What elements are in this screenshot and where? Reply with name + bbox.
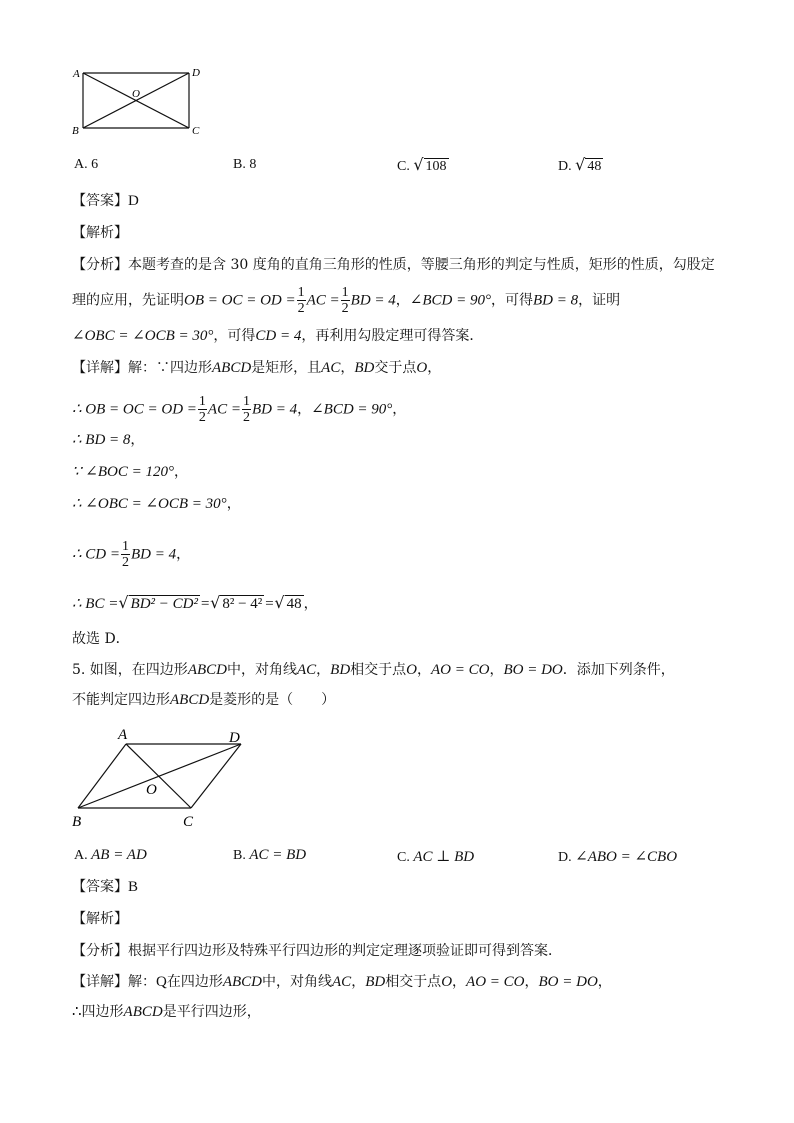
detail-l7-eq2: = (264, 596, 275, 612)
detail-l1m: BO = DO (538, 974, 598, 990)
detail-l1c: ABCD (222, 974, 263, 990)
q5-stem-line1 (72, 660, 675, 680)
q5-option-c (397, 847, 474, 866)
vertex-label-b: B (72, 125, 79, 137)
vertex-label-d: D (192, 67, 200, 79)
detail-l1a: 解： (128, 974, 156, 990)
fraction-num: 1 (198, 394, 206, 409)
q4-detail-line6 (72, 539, 190, 570)
detail-l1d: AC (321, 360, 341, 376)
q4-option-c-radicand: 108 (425, 159, 447, 174)
q5-answer (72, 877, 138, 897)
detail-l2b: 四边形 (81, 1004, 124, 1020)
fraction-num: 1 (297, 285, 305, 300)
fraction-half (242, 394, 251, 425)
detail-l1g: 交于点 (374, 360, 417, 376)
fenxi-eq5: BD = 8 (533, 292, 579, 309)
detail-l2c: ABCD (123, 1004, 163, 1020)
fenxi-eq1: OB = OC = OD = (184, 292, 296, 309)
q5-stem2b: ABCD (170, 692, 210, 708)
detail-l2: ∴ OB = OC = OD = (72, 401, 197, 418)
q5-stem1j: AO = CO (431, 662, 490, 678)
q5-option-d (558, 847, 677, 866)
q4-analysis-label: 【解析】 (72, 225, 128, 241)
fenxi-text3b: ，再利用勾股定理可得答案． (301, 328, 484, 344)
detail-l1f: BD (354, 360, 375, 376)
center-label-o: O (132, 88, 140, 100)
fraction-num: 1 (122, 539, 130, 554)
q5-detail-line1 (72, 972, 612, 992)
detail-l3b: ， (130, 432, 145, 448)
detail-l1e: ， (340, 360, 355, 376)
answer-label: 【答案】 (72, 193, 128, 209)
q4-detail-line4 (72, 462, 188, 482)
detail-l2e: ∠BCD = 90° (311, 401, 393, 418)
detail-l2d: 是平行四边形， (162, 1004, 261, 1020)
q5-stem1d: AC (296, 662, 317, 678)
q5-stem2c: 是菱形的是（ ） (209, 692, 336, 708)
detail-l7-radicand1: BD² − CD² (130, 596, 198, 612)
q5-stem1k: ， (489, 662, 504, 678)
detail-l7a: ∴ BC = (72, 596, 119, 612)
vertex-label-d: D (229, 730, 240, 746)
q4-detail-line7: ∴ BC =√ BD² − CD² =√ 8² − 4² =√ 48 ， (72, 593, 318, 612)
q5-option-b-prefix: B. (233, 848, 246, 863)
parallelogram-figure (66, 722, 256, 834)
detail-l2c: BD = 4 (251, 401, 298, 418)
detail-l5: ∴ ∠OBC = ∠OCB = 30° (72, 496, 227, 512)
detail-l2d: ， (297, 401, 312, 418)
q4-option-c-prefix: C. (397, 159, 410, 174)
q5-option-b (233, 847, 306, 864)
vertex-label-c: C (192, 125, 200, 137)
detail-l7-radicand2: 8² − 4² (222, 596, 263, 612)
detail-l7-eq: = (200, 596, 211, 612)
q5-option-a-text: AB = AD (91, 847, 147, 863)
because-symbol: Q (156, 974, 167, 990)
rectangle-figure (66, 60, 216, 140)
detail-l1h: 相交于点 (385, 974, 442, 990)
vertex-label-a: A (118, 727, 128, 743)
q5-detail-line2 (72, 1002, 261, 1022)
q5-option-c-text: AC ⊥ BD (413, 849, 475, 865)
q5-stem-line2 (72, 690, 335, 710)
answer-value: D (128, 193, 139, 209)
q5-analysis-label: 【解析】 (72, 911, 128, 927)
fraction-num: 1 (341, 285, 349, 300)
fraction-den: 2 (198, 410, 206, 425)
q5-stem1i: ， (417, 662, 431, 678)
q5-option-b-text: AC = BD (249, 847, 307, 863)
q5-stem1e: ， (316, 662, 331, 678)
q5-stem1g: 相交于点 (350, 662, 407, 678)
detail-label: 【详解】 (72, 360, 128, 376)
fenxi-eq7: CD = 4 (255, 328, 302, 344)
detail-l7c: ， (303, 596, 318, 612)
detail-l1e: AC (332, 974, 352, 990)
detail-l7-radicand3: 48 (286, 596, 302, 612)
answer-label: 【答案】 (72, 879, 128, 895)
detail-l1c: 是矩形，且 (251, 360, 322, 376)
q5-stem1l: BO = DO (503, 662, 563, 678)
fenxi-text3a: ，可得 (213, 328, 256, 344)
q4-fenxi-line2 (72, 285, 620, 316)
q5-option-d-text: ∠ABO = ∠CBO (575, 849, 678, 865)
center-label-o: O (146, 782, 157, 798)
detail-l1d: 中，对角线 (262, 974, 333, 990)
vertex-label-c: C (183, 814, 194, 830)
q5-option-c-prefix: C. (397, 850, 410, 865)
fenxi-text: 根据平行四边形及特殊平行四边形的判定定理逐项验证即可得到答案． (128, 943, 562, 959)
q4-answer (72, 191, 139, 211)
detail-l6b: BD = 4 (131, 546, 177, 563)
detail-l5b: ， (226, 496, 241, 512)
fraction-half (198, 394, 207, 425)
detail-l1b: ABCD (212, 360, 252, 376)
fraction-den: 2 (242, 410, 250, 425)
fraction-den: 2 (297, 301, 305, 316)
q4-option-d-prefix: D. (558, 159, 572, 174)
fenxi-eq3: BD = 4 (350, 292, 396, 309)
q4-detail-line3 (72, 430, 144, 450)
fenxi-text2b: ，可得 (491, 292, 533, 309)
fenxi-text2a: 理的应用，先证明 (72, 292, 184, 309)
q5-option-a (74, 847, 147, 864)
fenxi-eq6: ∠OBC = ∠OCB = 30° (72, 328, 214, 344)
detail-l1k: AO = CO (466, 974, 525, 990)
detail-l1b: 在四边形 (166, 974, 223, 990)
q4-option-a: A. 6 (74, 157, 99, 172)
fenxi-text1: 本题考查的是含 30 度角的直角三角形的性质，等腰三角形的判定与性质，矩形的性质，勾股定 (128, 257, 715, 273)
detail-l3: ∴ BD = 8 (72, 432, 131, 448)
detail-l2f: ， (392, 401, 407, 418)
q4-option-b: B. 8 (233, 157, 257, 172)
fenxi-label: 【分析】 (72, 943, 128, 959)
detail-l1h: O (416, 360, 428, 376)
q4-option-d-radicand: 48 (587, 159, 602, 174)
detail-l1i: O (441, 974, 453, 990)
answer-value: B (128, 879, 139, 895)
detail-l1l: ， (524, 974, 539, 990)
detail-l6c: ， (176, 546, 191, 563)
detail-l4: ∵ ∠BOC = 120° (72, 464, 174, 480)
q5-option-d-prefix: D. (558, 850, 572, 865)
fraction-half (121, 539, 130, 570)
detail-label: 【详解】 (72, 974, 128, 990)
q4-detail-line1 (72, 358, 441, 378)
q5-stem1m: ．添加下列条件， (562, 662, 675, 678)
q4-fenxi-line3 (72, 326, 483, 346)
q5-stem2a: 不能判定四边形 (72, 692, 170, 708)
fenxi-eq2: AC = (306, 292, 340, 309)
fraction-half (341, 285, 350, 316)
q4-detail-line8: 故选 D． (72, 631, 130, 647)
q5-stem1c: 中，对角线 (226, 662, 297, 678)
detail-l1j: ， (452, 974, 467, 990)
q4-fenxi-line1 (72, 255, 715, 275)
vertex-label-a: A (73, 68, 80, 80)
q4-option-c: C. √ 108 (397, 155, 447, 174)
detail-l1a: 解：∵四边形 (128, 360, 212, 376)
detail-l4b: ， (173, 464, 188, 480)
q5-stem1f: BD (330, 662, 351, 678)
q5-option-a-prefix: A. (74, 848, 88, 863)
fraction-den: 2 (341, 301, 349, 316)
fenxi-text2c: ，证明 (578, 292, 621, 309)
fraction-half (297, 285, 306, 316)
detail-l6a: ∴ CD = (72, 546, 121, 563)
q4-detail-line5 (72, 494, 241, 514)
q4-detail-line2 (72, 394, 406, 425)
q4-option-d: D. √ 48 (558, 155, 602, 174)
detail-l2b: AC = (207, 401, 241, 418)
detail-l1n: ， (597, 974, 612, 990)
fenxi-sep1: ， (395, 292, 410, 309)
q5-fenxi (72, 941, 562, 961)
fraction-den: 2 (122, 555, 130, 570)
q5-stem1h: O (406, 662, 417, 678)
detail-l1f: ， (351, 974, 366, 990)
q5-stem1a: 5. 如图，在四边形 (72, 662, 188, 678)
vertex-label-b: B (72, 814, 82, 830)
detail-l1i: ， (427, 360, 442, 376)
fenxi-eq4: ∠BCD = 90° (409, 292, 491, 309)
fraction-num: 1 (242, 394, 250, 409)
q5-stem1b: ABCD (187, 662, 227, 678)
fenxi-label: 【分析】 (72, 257, 128, 273)
detail-l1g: BD (365, 974, 386, 990)
therefore-symbol: ∴ (72, 1004, 82, 1020)
